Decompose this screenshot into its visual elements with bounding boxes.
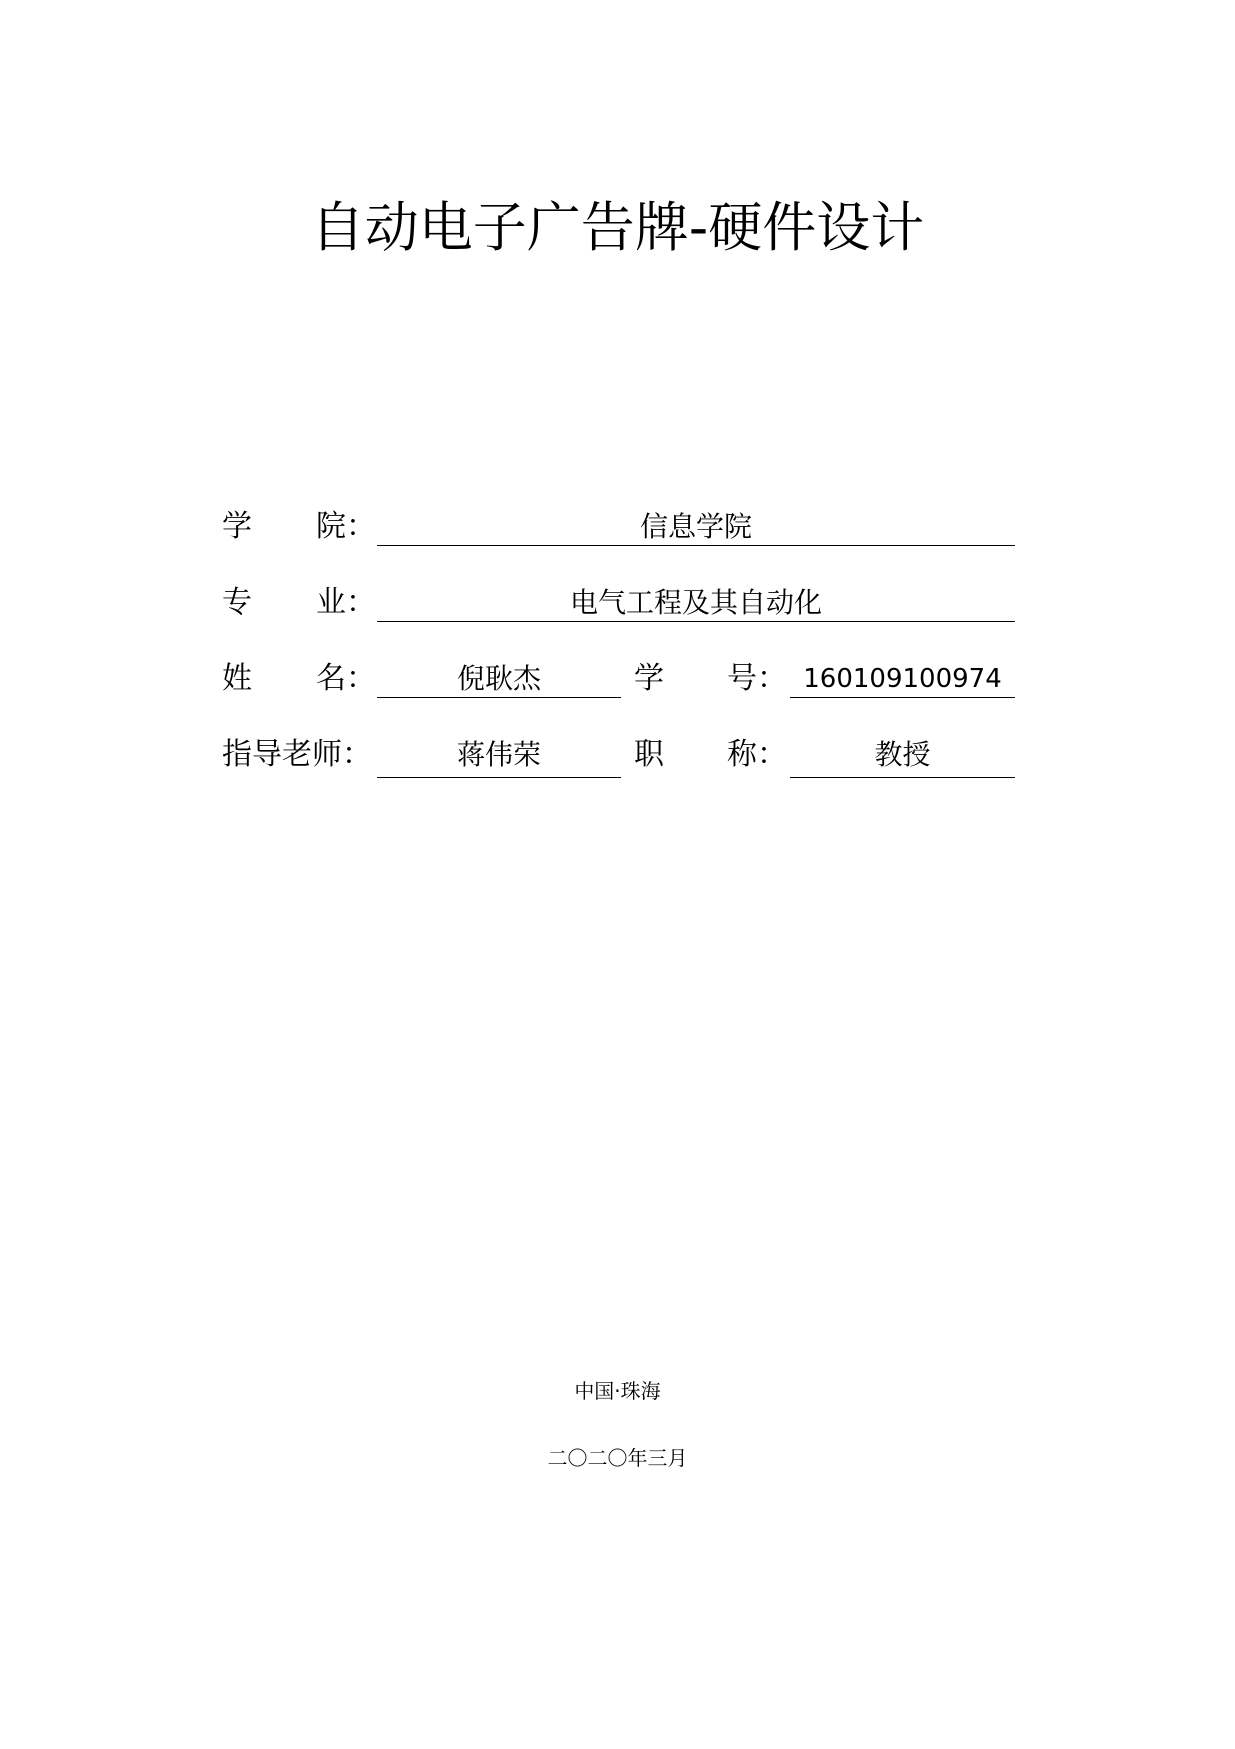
name-label-first: 姓: [222, 661, 252, 696]
title-rank-underline: [790, 777, 1015, 778]
document-title: 自动电子广告牌-硬件设计: [310, 196, 925, 259]
student-id-underline: [790, 697, 1015, 698]
advisor-label: 指导老师：: [222, 737, 372, 772]
student-id-label-first: 学: [634, 661, 664, 696]
name-underline: [377, 697, 621, 698]
student-id-label-last: 号：: [727, 661, 787, 696]
college-value: 信息学院: [639, 510, 752, 543]
title-rank-value: 教授: [874, 738, 931, 771]
major-label-first: 专: [222, 585, 252, 620]
footer-location: 中国·珠海: [574, 1379, 661, 1403]
major-underline: [377, 621, 1015, 622]
advisor-underline: [377, 777, 621, 778]
college-label-last: 院：: [316, 509, 376, 544]
footer-date: 二〇二〇年三月: [547, 1446, 688, 1470]
college-label-first: 学: [222, 509, 252, 544]
title-rank-label-first: 职: [634, 737, 664, 772]
major-value: 电气工程及其自动化: [569, 586, 822, 619]
name-label-last: 名：: [316, 661, 376, 696]
major-label-last: 业：: [316, 585, 376, 620]
student-id-value: 160109100974: [803, 664, 1002, 694]
college-underline: [377, 545, 1015, 546]
advisor-value: 蒋伟荣: [456, 738, 541, 771]
title-rank-label-last: 称：: [727, 737, 787, 772]
name-value: 倪耿杰: [456, 662, 541, 695]
